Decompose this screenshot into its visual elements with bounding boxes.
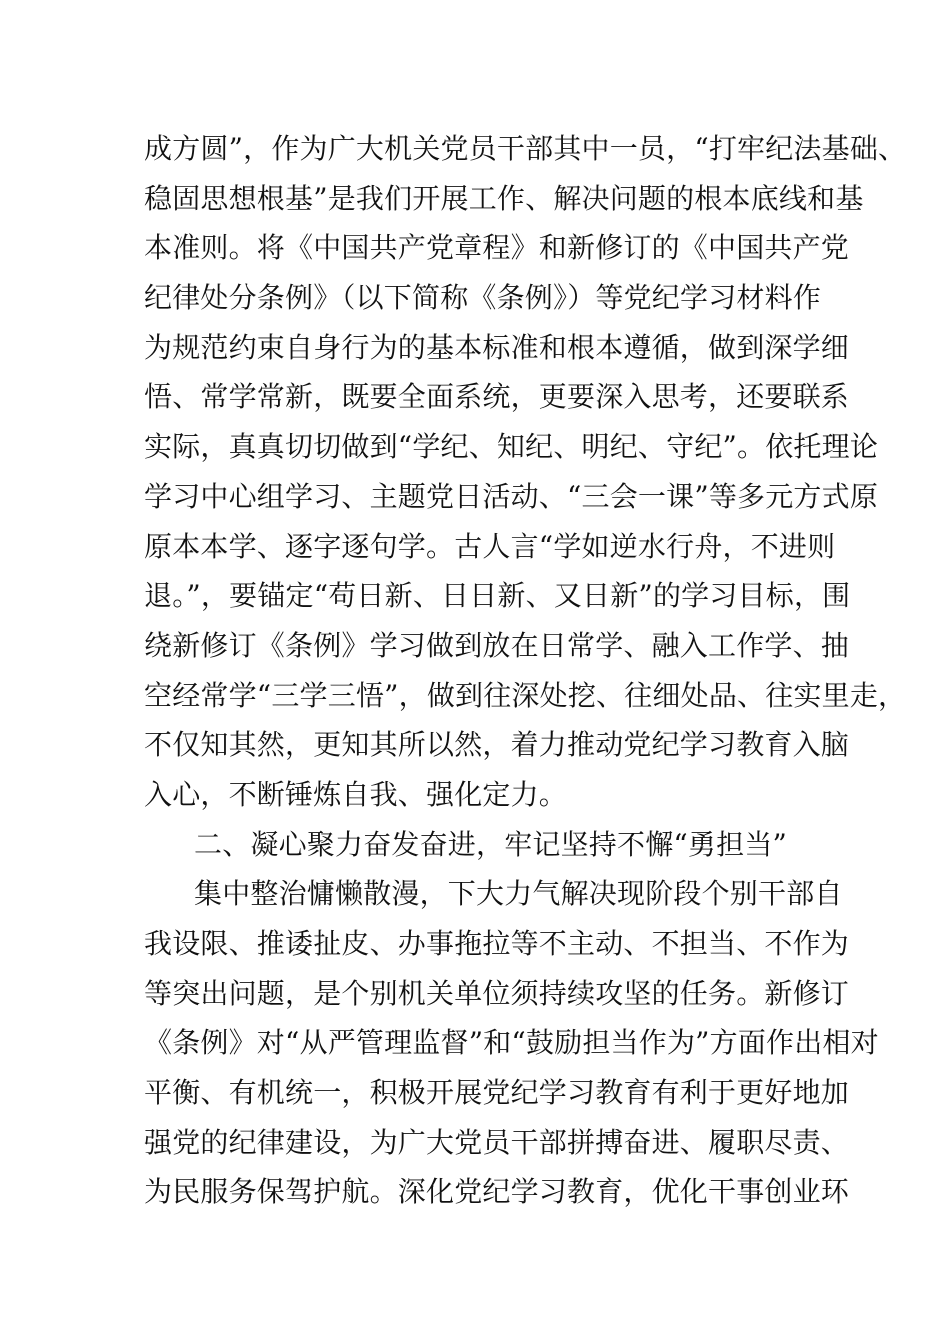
body-line: 强党的纪律建设，为广大党员干部拼搏奋进、履职尽责、 [144,1125,850,1159]
document-body [144,124,907,1217]
body-line: 原本本学、逐字逐句学。古人言“学如逆水行舟，不进则 [144,529,836,563]
body-line: 学习中心组学习、主题党日活动、“三会一课”等多元方式原 [144,479,879,513]
body-line: 成方圆”，作为广大机关党员干部其中一员，“打牢纪法基础、 [144,132,907,165]
body-line: 为民服务保驾护航。深化党纪学习教育，优化干事创业环 [144,1175,850,1209]
body-line: 平衡、有机统一，积极开展党纪学习教育有利于更好地加 [144,1076,850,1110]
body-line: 退。”，要锚定“苟日新、日日新、又日新”的学习目标，围 [144,579,851,613]
body-line: 《条例》对“从严管理监督”和“鼓励担当作为”方面作出相对 [144,1026,879,1060]
body-line: 为规范约束自身行为的基本标准和根本遵循，做到深学细 [144,330,850,364]
paragraph-first-line: 集中整治慵懒散漫，下大力气解决现阶段个别干部自 [194,877,843,911]
body-line: 空经常学“三学三悟”，做到往深处挖、往细处品、往实里走， [144,678,907,712]
body-line: 等突出问题，是个别机关单位须持续攻坚的任务。新修订 [144,976,850,1010]
body-line: 绕新修订《条例》学习做到放在日常学、融入工作学、抽 [144,628,850,662]
body-line: 我设限、推诿扯皮、办事拖拉等不主动、不担当、不作为 [144,927,850,960]
body-line: 稳固思想根基”是我们开展工作、解决问题的根本底线和基 [144,181,864,215]
body-line: 不仅知其然，更知其所以然，着力推动党纪学习教育入脑 [144,728,850,762]
section-heading: 二、凝心聚力奋发奋进，牢记坚持不懈“勇担当” [194,827,788,861]
body-line: 悟、常学常新，既要全面系统，更要深入思考，还要联系 [144,380,850,414]
body-line: 纪律处分条例》（以下简称《条例》）等党纪学习材料作 [144,281,822,315]
body-line: 实际，真真切切做到“学纪、知纪、明纪、守纪”。依托理论 [144,430,879,464]
body-line: 入心，不断锤炼自我、强化定力。 [144,777,568,811]
body-line: 本准则。将《中国共产党章程》和新修订的《中国共产党 [144,231,850,265]
